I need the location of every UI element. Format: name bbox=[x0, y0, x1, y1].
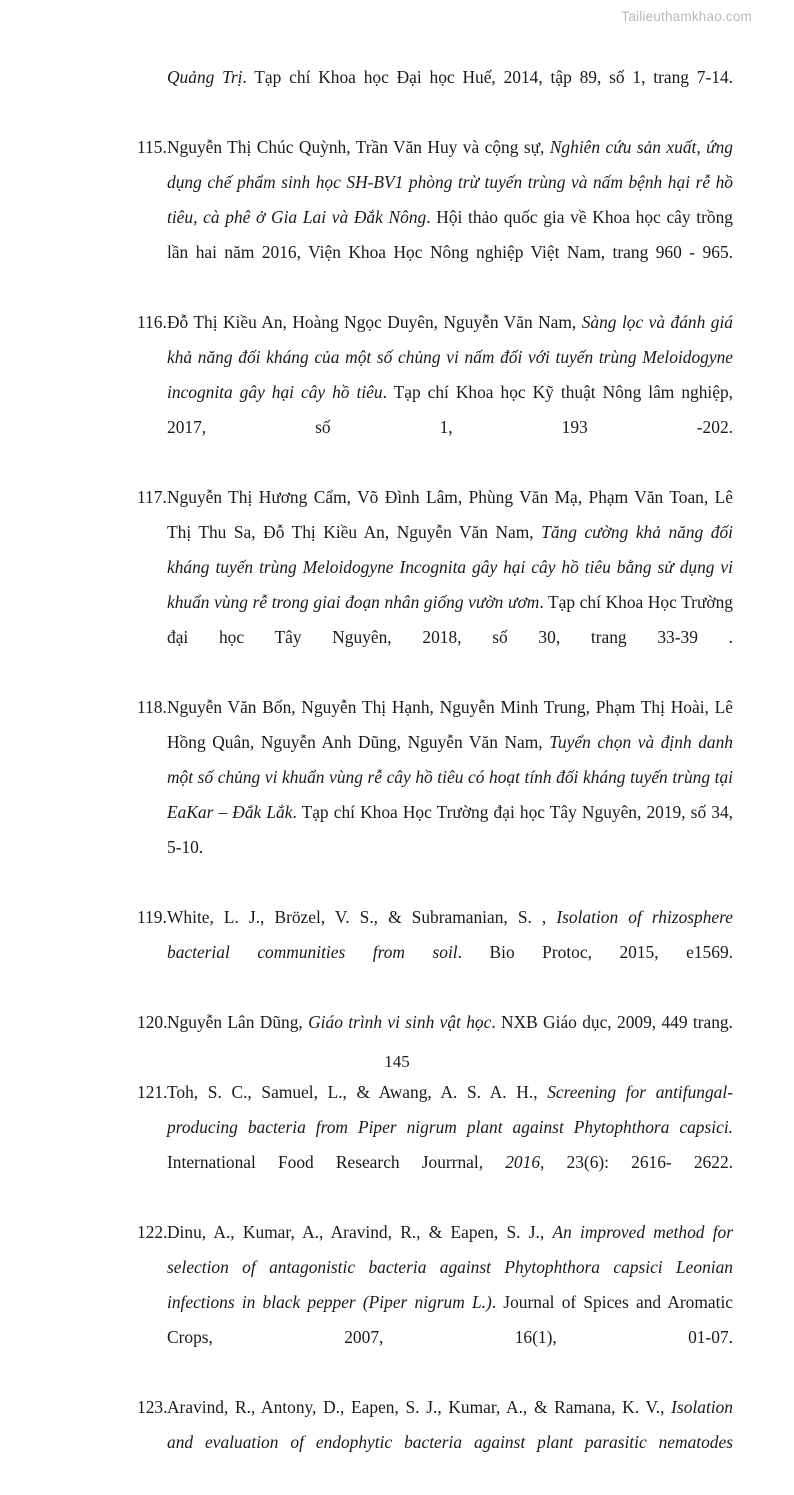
reference-number: 118. bbox=[137, 697, 167, 717]
reference-authors: Aravind, R., Antony, D., Eapen, S. J., Kumar, A., & Ramana, K. V., bbox=[167, 1397, 672, 1417]
reference-number: 119. bbox=[137, 907, 167, 927]
reference-source-year: , 2016, bbox=[478, 1152, 545, 1172]
reference-title: Screening for antifungal-producing bacteria from Piper nigrum plant against Phytophthora capsici. bbox=[167, 1082, 733, 1137]
reference-entry-121 bbox=[137, 1075, 733, 1215]
reference-source: . Journal of Spices and Aromatic Crops, 2007, 16(1), 01-07. bbox=[167, 1292, 734, 1347]
reference-entry-118 bbox=[137, 690, 733, 900]
reference-number: 117. bbox=[137, 487, 167, 507]
reference-body bbox=[167, 1222, 733, 1382]
references-content bbox=[137, 60, 733, 1495]
reference-source: . Tạp chí Khoa Học Trường đại học Tây Nguyên, 2019, số 34, 5-10. bbox=[167, 802, 733, 857]
reference-title: Giáo trình vi sinh vật học bbox=[308, 1012, 492, 1032]
reference-body bbox=[167, 487, 733, 682]
reference-entry-115 bbox=[137, 130, 733, 305]
reference-entry-123 bbox=[137, 1390, 733, 1495]
reference-body bbox=[167, 1397, 733, 1487]
reference-number: 121. bbox=[137, 1082, 168, 1102]
reference-authors: White, L. J., Brözel, V. S., & Subramanian, S. , bbox=[167, 907, 557, 927]
reference-source: . Bio Protoc, 2015, e1569. bbox=[457, 942, 733, 962]
reference-body bbox=[167, 1082, 733, 1207]
reference-title: An improved method for selection of antagonistic bacteria against Phytophthora capsici Leonian infections in black pepper (Piper nigrum L.) bbox=[167, 1222, 733, 1312]
reference-authors: Nguyễn Thị Hương Cẩm, Võ Đình Lâm, Phùng Văn Mạ, Phạm Văn Toan, Lê Thị Thu Sa, Đỗ Thị Kiều An, Nguyễn Văn Nam, bbox=[167, 487, 733, 542]
reference-source: . Hội thảo quốc gia về Khoa học cây trồng lần hai năm 2016, Viện Khoa Học Nông nghiệp Việt Nam, trang 960 - 965. bbox=[167, 207, 733, 262]
reference-entry-117 bbox=[137, 480, 733, 690]
page-number: 145 bbox=[384, 1052, 410, 1071]
reference-authors: Nguyễn Thị Chúc Quỳnh, Trần Văn Huy và cộng sự, bbox=[167, 137, 550, 157]
reference-number: 123. bbox=[137, 1397, 168, 1417]
reference-authors: Nguyễn Văn Bốn, Nguyễn Thị Hạnh, Nguyễn Minh Trung, Phạm Thị Hoài, Lê Hồng Quân, Nguyễn Anh Dũng, Nguyễn Văn Nam, bbox=[167, 697, 733, 752]
reference-body bbox=[167, 907, 733, 997]
carryover-source: . Tạp chí Khoa học Đại học Huế, 2014, tập 89, số 1, trang 7-14. bbox=[242, 67, 734, 87]
reference-list bbox=[137, 130, 733, 1495]
reference-source: . Tạp chí Khoa học Kỹ thuật Nông lâm nghiệp, 2017, số 1, 193 -202. bbox=[167, 382, 733, 437]
reference-entry-119 bbox=[137, 900, 733, 1005]
reference-title: Nghiên cứu sản xuất, ứng dụng chế phẩm sinh học SH-BV1 phòng trừ tuyến trùng và nấm bệnh hại rễ hồ tiêu, cà phê ở Gia Lai và Đắk Nông bbox=[167, 137, 733, 227]
reference-source-pages: 23(6): 2616- 2622. bbox=[544, 1152, 733, 1172]
reference-title: Isolation and evaluation of endophytic bacteria against plant parasitic nematodes bbox=[167, 1397, 733, 1452]
reference-body bbox=[167, 312, 733, 472]
reference-authors: Nguyễn Lân Dũng, bbox=[167, 1012, 309, 1032]
reference-title: Tăng cường khả năng đối kháng tuyến trùng Meloidogyne Incognita gây hại cây hồ tiêu bằng sử dụng vi khuẩn vùng rễ trong giai đoạn nhân giống vườn ươm bbox=[167, 522, 733, 612]
reference-title: Sàng lọc và đánh giá khả năng đối kháng của một số chủng vi nấm đối với tuyến trùng Meloidogyne incognita gây hại cây hồ tiêu bbox=[167, 312, 733, 402]
watermark-text: Tailieuthamkhao.com bbox=[621, 9, 752, 24]
carryover-title-italic: Quảng Trị bbox=[167, 67, 243, 87]
carryover-reference bbox=[167, 60, 733, 130]
reference-title: Isolation of rhizosphere bacterial communities from soil bbox=[167, 907, 733, 962]
reference-number: 115. bbox=[137, 137, 167, 157]
reference-source: . NXB Giáo dục, 2009, 449 trang. bbox=[491, 1012, 733, 1032]
reference-body bbox=[167, 697, 733, 892]
reference-authors: Dinu, A., Kumar, A., Aravind, R., & Eapen, S. J., bbox=[167, 1222, 553, 1242]
reference-body bbox=[167, 137, 733, 297]
reference-number: 122. bbox=[137, 1222, 168, 1242]
reference-entry-116 bbox=[137, 305, 733, 480]
reference-source: . Tạp chí Khoa Học Trường đại học Tây Nguyên, 2018, số 30, trang 33-39 . bbox=[167, 592, 733, 647]
reference-title: Tuyển chọn và định danh một số chủng vi khuẩn vùng rễ cây hồ tiêu có hoạt tính đối kháng tuyến trùng tại EaKar – Đắk Lắk bbox=[167, 732, 733, 822]
reference-number: 120. bbox=[137, 1012, 168, 1032]
reference-entry-122 bbox=[137, 1215, 733, 1390]
reference-source: International Food Research Jourrnal bbox=[167, 1152, 479, 1172]
reference-authors: Toh, S. C., Samuel, L., & Awang, A. S. A. H., bbox=[167, 1082, 548, 1102]
reference-number: 116. bbox=[137, 312, 167, 332]
reference-authors: Đỗ Thị Kiều An, Hoàng Ngọc Duyên, Nguyễn Văn Nam, bbox=[167, 312, 582, 332]
